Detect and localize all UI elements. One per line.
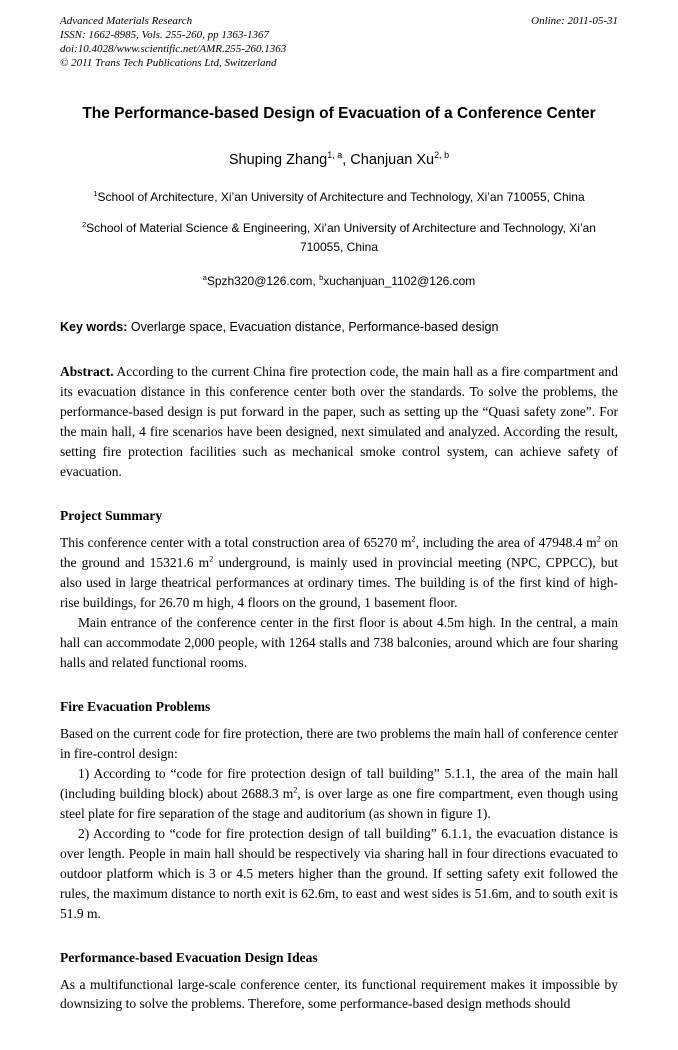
- superscript: 2: [411, 534, 416, 544]
- paragraph-text: As a multifunctional large-scale conference center, its functional requirement makes it impossible by downsizing to solve the problems. Therefore, some performance-based design methods should: [60, 976, 618, 1012]
- journal-name: Advanced Materials Research: [60, 15, 193, 27]
- author-2-name: Chanjuan Xu: [350, 152, 435, 169]
- abstract-text: According to the current China fire protection code, the main hall as a fire compartment and its evacuation distance in this conference center both over the standards. To solve the problems, the performance-based design is put forward in the paper, such as setting up the “Quasi safety zone”. For the main hall, 4 fire scenarios have been designed, next simulated and analyzed. According the result, setting fire protection facilities such as mechanical smoke control system, can achieve safety of evacuation.: [60, 364, 618, 480]
- body-paragraph: [60, 975, 618, 1015]
- paragraph-text: underground, is mainly used in provincial meeting (NPC, CPPCC), but also used in large theatrical performances at ordinary times. The building is of the first kind of high-rise buildings, for 26.70 m high, 4 floors on the ground, 1 basement floor.: [60, 555, 618, 610]
- online-date: Online: 2011-05-31: [531, 15, 618, 27]
- journal-header: [60, 14, 618, 70]
- abstract-label: Abstract.: [60, 364, 114, 380]
- affiliation-2-text: School of Material Science & Engineering, Xi’an University of Architecture and Technology, Xi’an 710055, China: [86, 221, 596, 254]
- paragraph-text: , including the area of 47948.4 m: [415, 535, 597, 551]
- email-b-superscript: b: [319, 273, 324, 283]
- superscript: 2: [596, 534, 601, 544]
- journal-info-block: [60, 14, 286, 70]
- journal-doi-line: doi:10.4028/www.scientific.net/AMR.255-260.1363: [60, 43, 287, 56]
- body-paragraph: [60, 533, 618, 613]
- keywords-line: [60, 320, 618, 334]
- section-heading: Performance-based Evacuation Design Ideas: [60, 949, 318, 965]
- body-paragraph: [60, 724, 618, 764]
- authors-separator: ,: [342, 152, 351, 169]
- paragraph-text: 2) According to “code for fire protection design of tall building” 6.1.1, the evacuation distance is over length. People in main hall should be respectively via sharing hall in four directions evacuated to outdoor platform which is 3 or 4.5 meters higher than the ground. If setting safety exit followed the rules, the maximum distance to north exit is 62.6m, to east and west sides is 51.6m, and to south exit is 51.9 m.: [60, 825, 618, 921]
- authors-line: [60, 152, 618, 168]
- affiliation-1-text: School of Architecture, Xi’an University of Architecture and Technology, Xi’an 710055, China: [97, 190, 585, 205]
- paragraph-text: on the ground and 15321.6 m: [60, 535, 618, 571]
- paragraph-text: , is over large as one fire compartment, even though using steel plate for fire separation of the stage and auditorium (as shown in figure 1).: [60, 785, 618, 821]
- paper-title: The Performance-based Design of Evacuation of a Conference Center: [82, 105, 596, 123]
- body-paragraph: [60, 613, 618, 673]
- superscript: 2: [209, 554, 214, 564]
- email-a-superscript: a: [202, 273, 207, 283]
- body-paragraph: [60, 764, 618, 824]
- author-emails: [60, 274, 618, 288]
- superscript: 2: [293, 785, 298, 795]
- paragraph-text: Based on the current code for fire protection, there are two problems the main hall of conference center in fire-control design:: [60, 725, 618, 761]
- author-1-name: Shuping Zhang: [228, 152, 328, 169]
- affiliation-2: [60, 219, 618, 256]
- affiliation-1-superscript: 1: [93, 189, 98, 199]
- paragraph-text: Main entrance of the conference center in the first floor is about 4.5m high. In the central, a main hall can accommodate 2,000 people, with 1264 stalls and 738 balconies, around which are four sharing halls and related functional rooms.: [60, 614, 618, 670]
- paragraph-text: This conference center with a total construction area of 65270 m: [60, 535, 412, 551]
- section-heading: Fire Evacuation Problems: [60, 698, 211, 714]
- section-heading: Project Summary: [60, 508, 163, 524]
- body-paragraph: [60, 824, 618, 924]
- journal-issn-line: ISSN: 1662-8985, Vols. 255-260, pp 1363-1367: [60, 29, 269, 42]
- abstract-paragraph: [60, 362, 618, 482]
- email-a: Spzh320@126.com,: [206, 274, 316, 289]
- author-1-superscript: 1, a: [327, 150, 343, 161]
- author-2-superscript: 2, b: [434, 150, 450, 161]
- keywords-label: Key words:: [60, 320, 128, 335]
- sections: [60, 508, 618, 1014]
- journal-copyright-line: © 2011 Trans Tech Publications Ltd, Switzerland: [60, 57, 277, 70]
- email-b: xuchanjuan_1102@126.com: [323, 274, 476, 289]
- keywords-text: Overlarge space, Evacuation distance, Performance-based design: [127, 320, 499, 335]
- affiliation-2-superscript: 2: [82, 220, 87, 230]
- paragraph-text: 1) According to “code for fire protection design of tall building” 5.1.1, the area of the main hall (including building block) about 2688.3 m: [60, 765, 618, 801]
- affiliation-1: [60, 188, 618, 207]
